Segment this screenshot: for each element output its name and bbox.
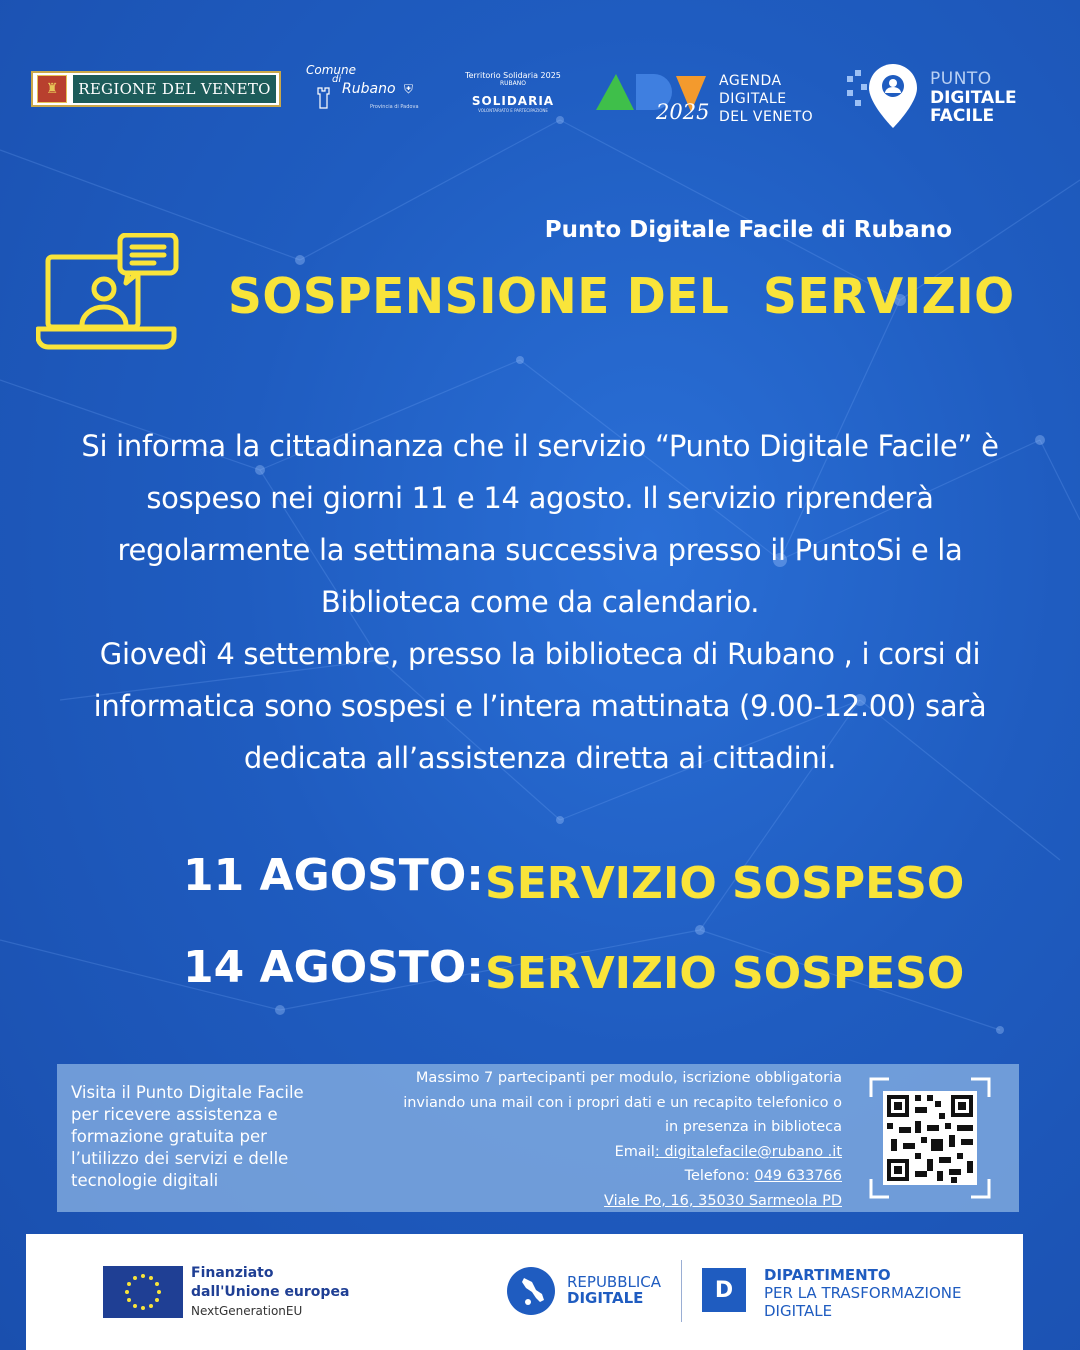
schedule-row [0,850,1080,910]
agenda-digitale-logo: 2025 AGENDA DIGITALE DEL VENETO [594,70,824,130]
schedule-status: SERVIZIO SOSPESO [485,948,965,999]
repubblica-digitale-icon [506,1266,556,1316]
page-title: SOSPENSIONE DEL SERVIZIO [228,268,1015,325]
repubblica-digitale-text: REPUBBLICA DIGITALE [567,1273,662,1307]
regione-veneto-logo [31,71,281,107]
email-link[interactable]: : digitalefacile@rubano .it [654,1143,842,1160]
dipartimento-text: DIPARTIMENTO PER LA TRASFORMAZIONE DIGITALE [764,1266,962,1320]
eu-flag-icon [103,1266,183,1318]
footer-logos [26,1234,1023,1350]
info-description: Visita il Punto Digitale Facile per ricevere assistenza e formazione gratuita per l’utilizzo dei servizi e delle tecnologie digitali [71,1083,304,1190]
qr-code-icon[interactable] [869,1077,991,1199]
dipartimento-icon: D [702,1268,746,1312]
schedule-status: SERVIZIO SOSPESO [485,858,965,909]
location-pin-icon [845,62,927,134]
info-panel [57,1064,1019,1212]
regione-logo-text: REGIONE DEL VENETO [73,75,276,103]
schedule-date: 14 AGOSTO: [183,942,484,993]
schedule-date: 11 AGOSTO: [183,850,484,901]
lion-icon: ♜ [37,75,67,103]
schedule-row [0,942,1080,1002]
eu-funding-text: Finanziato dall'Unione europea NextGenerationEU [191,1265,350,1318]
contact-info: Massimo 7 partecipanti per modulo, iscrizione obbligatoria inviando una mail con i propri dati e un recapito telefonico o in presenza in biblioteca Email: digitalefacile@rubano .it Telefono: 049 633766 Viale Po, 16, 35030 Sarmeola PD [397,1066,842,1213]
punto-digitale-facile-logo: PUNTO DIGITALE FACILE [845,62,1025,134]
solidaria-logo: Territorio Solidaria 2025 RUBANO SOLIDARIA VOLONTARIATO E PARTECIPAZIONE [465,71,561,113]
phone-link[interactable]: 049 633766 [754,1168,842,1184]
announcement-text: Si informa la cittadinanza che il servizio “Punto Digitale Facile” è sospeso nei giorni 11 e 14 agosto. Il servizio riprenderà regolarmente la settimana successiva presso il PuntoSi e la Biblioteca come da calendario. Giovedì 4 settembre, presso la biblioteca di Rubano , i corsi di informatica sono sospesi e l’intera mattinata (9.00-12.00) sarà dedicata all’assistenza diretta ai cittadini. [81,429,999,775]
footer-divider [681,1260,682,1322]
comune-rubano-logo: Comune di Rubano Provincia di Padova ⛨ [306,63,419,110]
crest-icon: ⛨ [404,82,414,96]
tower-icon [314,84,338,110]
page-subtitle: Punto Digitale Facile di Rubano [544,217,952,243]
laptop-chat-icon [36,233,181,353]
address-link[interactable]: Viale Po, 16, 35030 Sarmeola PD [604,1192,842,1209]
